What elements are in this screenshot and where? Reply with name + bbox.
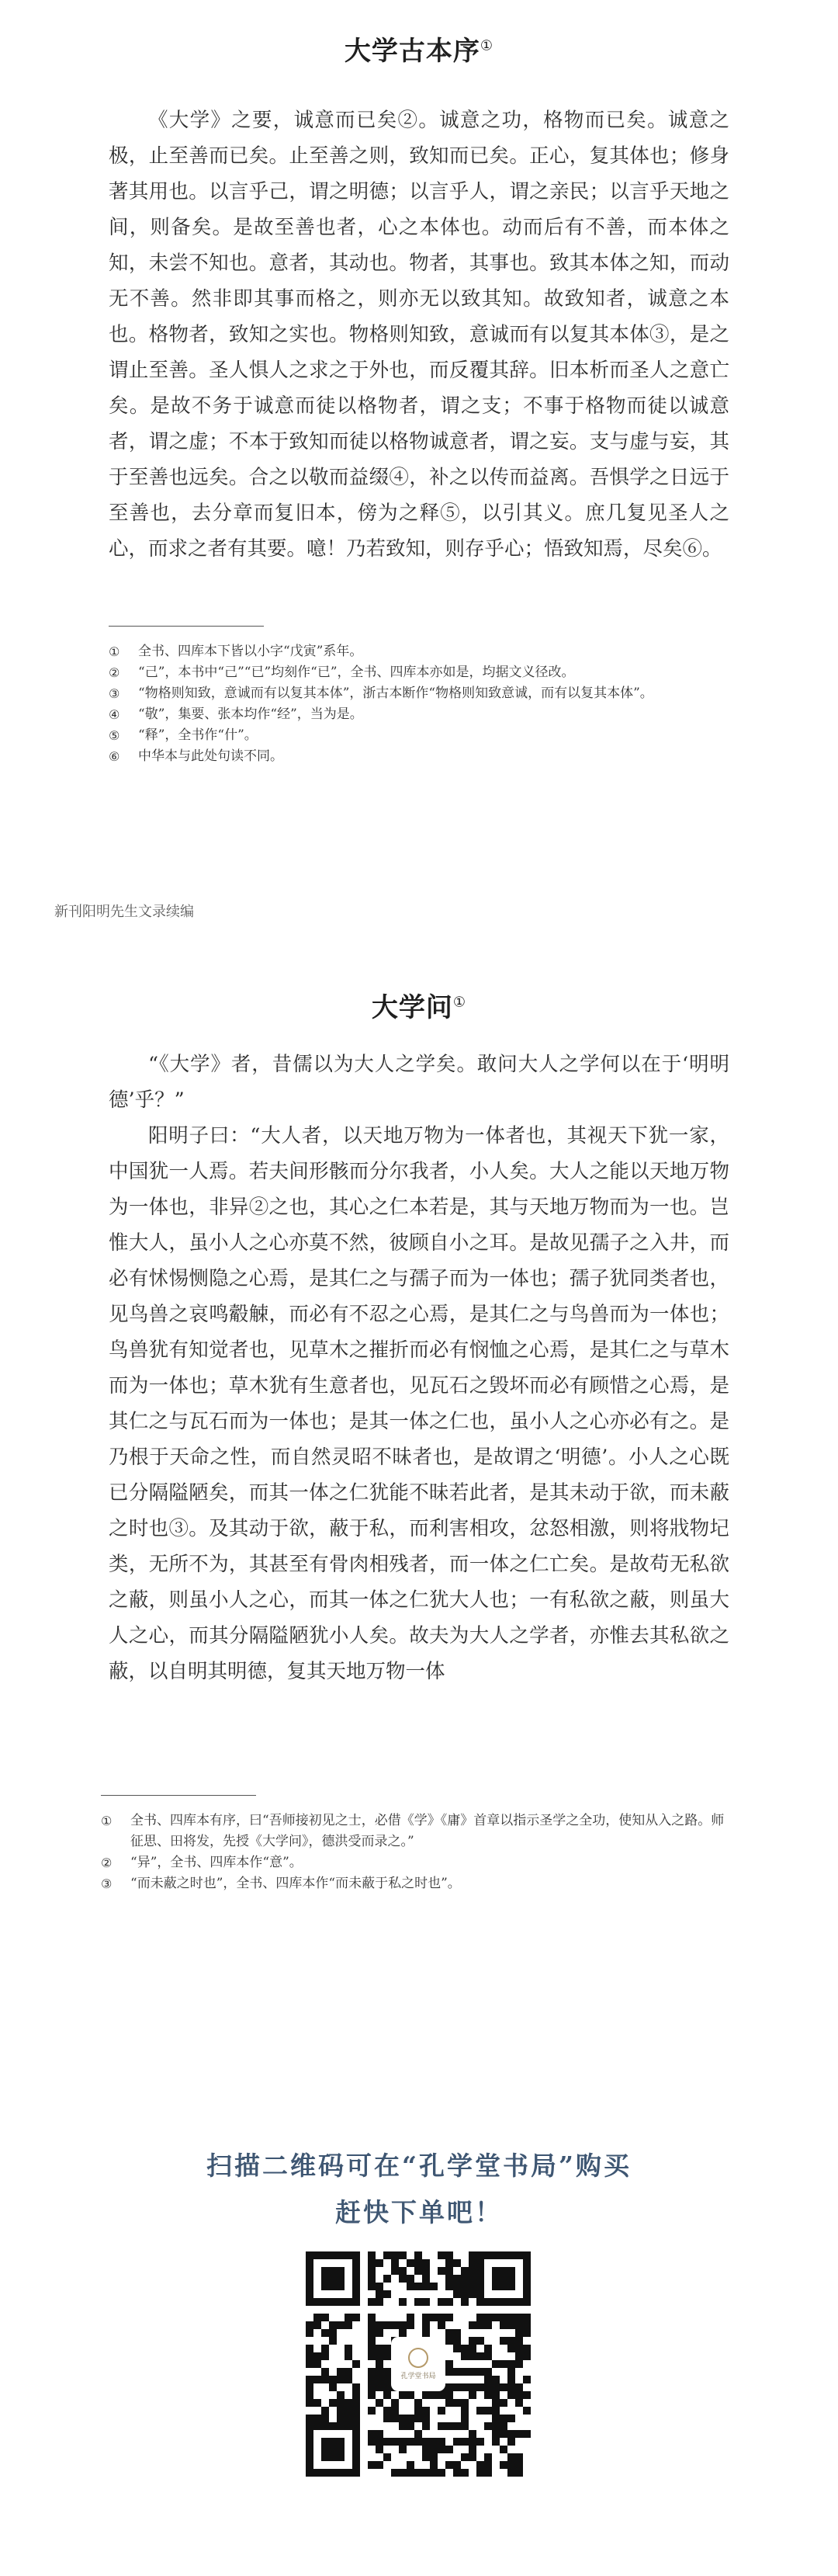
main-body-text	[109, 1047, 729, 1689]
running-header: 新刊阳明先生文录续编	[54, 904, 194, 920]
body-paragraph: “《大学》者，昔儒以为大人之学矣。敢问大人之学何以在于‘明明德’乎？”	[109, 1053, 729, 1112]
page-title: 大学问①	[371, 992, 467, 1023]
footnote-item: ③ “物格则知致，意诚而有以复其本体”，浙古本断作“物格则知致意诚，而有以复其本体”。	[109, 686, 653, 701]
qr-code[interactable]	[306, 2251, 531, 2477]
footnote-item: ② “异”，全书、四库本作“意”。	[101, 1855, 303, 1870]
body-paragraph: 《大学》之要，诚意而已矣②。诚意之功，格物而已矣。诚意之极，止至善而已矣。止至善之则，致知而已矣。正心，复其体也；修身著其用也。以言乎己，谓之明德；以言乎人，谓之亲民；以言乎天地之间，则备矣。是故至善也者，心之本体也。动而后有不善，而本体之知，未尝不知也。意者，其动也。物者，其事也。致其本体之知，而动无不善。然非即其事而格之，则亦无以致其知。故致知者，诚意之本也。格物者，致知之实也。物格则知致，意诚而有以复其本体③，是之谓止至善。圣人惧人之求之于外也，而反覆其辞。旧本析而圣人之意亡矣。是故不务于诚意而徒以格物者，谓之支；不事于格物而徒以诚意者，谓之虚；不本于致知而徒以格物诚意者，谓之妄。支与虚与妄，其于至善也远矣。合之以敬而益缀④，补之以传而益离。吾惧学之日远于至善也，去分章而复旧本，傍为之释⑤，以引其义。庶几复见圣人之心，而求之者有其要。噫！乃若致知，则存乎心；悟致知焉，尽矣⑥。	[109, 109, 729, 561]
footnote-item: ③ “而未蔽之时也”，全书、四库本作“而未蔽于私之时也”。	[101, 1876, 461, 1891]
main-body-text	[109, 102, 729, 567]
bookstore-logo-text: 孔学堂书局	[400, 2373, 436, 2380]
page-daxue-guben-xu	[0, 0, 838, 854]
body-paragraph: 阳明子曰：“大人者，以天地万物为一体者也，其视天下犹一家，中国犹一人焉。若夫间形骸而分尔我者，小人矣。大人之能以天地万物为一体也，非异②之也，其心之仁本若是，其与天地万物而为一也。岂惟大人，虽小人之心亦莫不然，彼顾自小之耳。是故见孺子之入井，而必有怵惕恻隐之心焉，是其仁之与孺子而为一体也；孺子犹同类者也，见鸟兽之哀鸣觳觫，而必有不忍之心焉，是其仁之与鸟兽而为一体也；鸟兽犹有知觉者也，见草木之摧折而必有悯恤之心焉，是其仁之与草木而为一体也；草木犹有生意者也，见瓦石之毁坏而必有顾惜之心焉，是其仁之与瓦石而为一体也；是其一体之仁也，虽小人之心亦必有之。是乃根于天命之性，而自然灵昭不昧者也，是故谓之‘明德’。小人之心既已分隔隘陋矣，而其一体之仁犹能不昧若此者，是其未动于欲，而未蔽之时也③。及其动于欲，蔽于私，而利害相攻，忿怒相激，则将戕物圮类，无所不为，其甚至有骨肉相残者，而一体之仁亡矣。是故苟无私欲之蔽，则虽小人之心，而其一体之仁犹大人也；一有私欲之蔽，则虽大人之心，而其分隔隘陋犹小人矣。故夫为大人之学者，亦惟去其私欲之蔽，以自明其明德，复其天地万物一体	[109, 1124, 729, 1683]
footnote-item: ① 全书、四库本有序，曰“吾师接初见之士，必借《学》《庸》首章以指示圣学之全功，使知从入之路。师征思、田将发，先授《大学问》，德洪受而录之。”	[101, 1813, 725, 1849]
footnote-divider	[109, 626, 264, 627]
bookstore-seal-icon	[408, 2348, 428, 2368]
title-footnote-mark: ①	[452, 994, 467, 1011]
footnote-list	[101, 1810, 729, 1894]
footnote-item: ① 全书、四库本下皆以小字“戊寅”系年。	[109, 644, 363, 659]
page-title: 大学古本序①	[344, 36, 494, 67]
page-daxue-wen	[0, 901, 838, 1988]
footnote-item: ⑥ 中华本与此处句读不同。	[109, 748, 283, 764]
promo-headline: 扫描二维码可在“孔学堂书局”购买	[206, 2151, 632, 2181]
promo-call-to-action: 赶快下单吧！	[335, 2197, 503, 2227]
footnote-divider	[101, 1795, 256, 1796]
title-footnote-mark: ①	[480, 37, 494, 54]
footnote-item: ② “己”，本书中“己”“已”均刻作“已”，全书、四库本亦如是，均据文义径改。	[109, 665, 575, 680]
purchase-promo	[0, 2143, 838, 2576]
footnote-list	[109, 641, 729, 767]
qr-center-logo	[393, 2339, 443, 2389]
footnote-item: ④ “敬”，集要、张本均作“经”，当为是。	[109, 706, 363, 722]
footnote-item: ⑤ “释”，全书作“什”。	[109, 727, 258, 743]
